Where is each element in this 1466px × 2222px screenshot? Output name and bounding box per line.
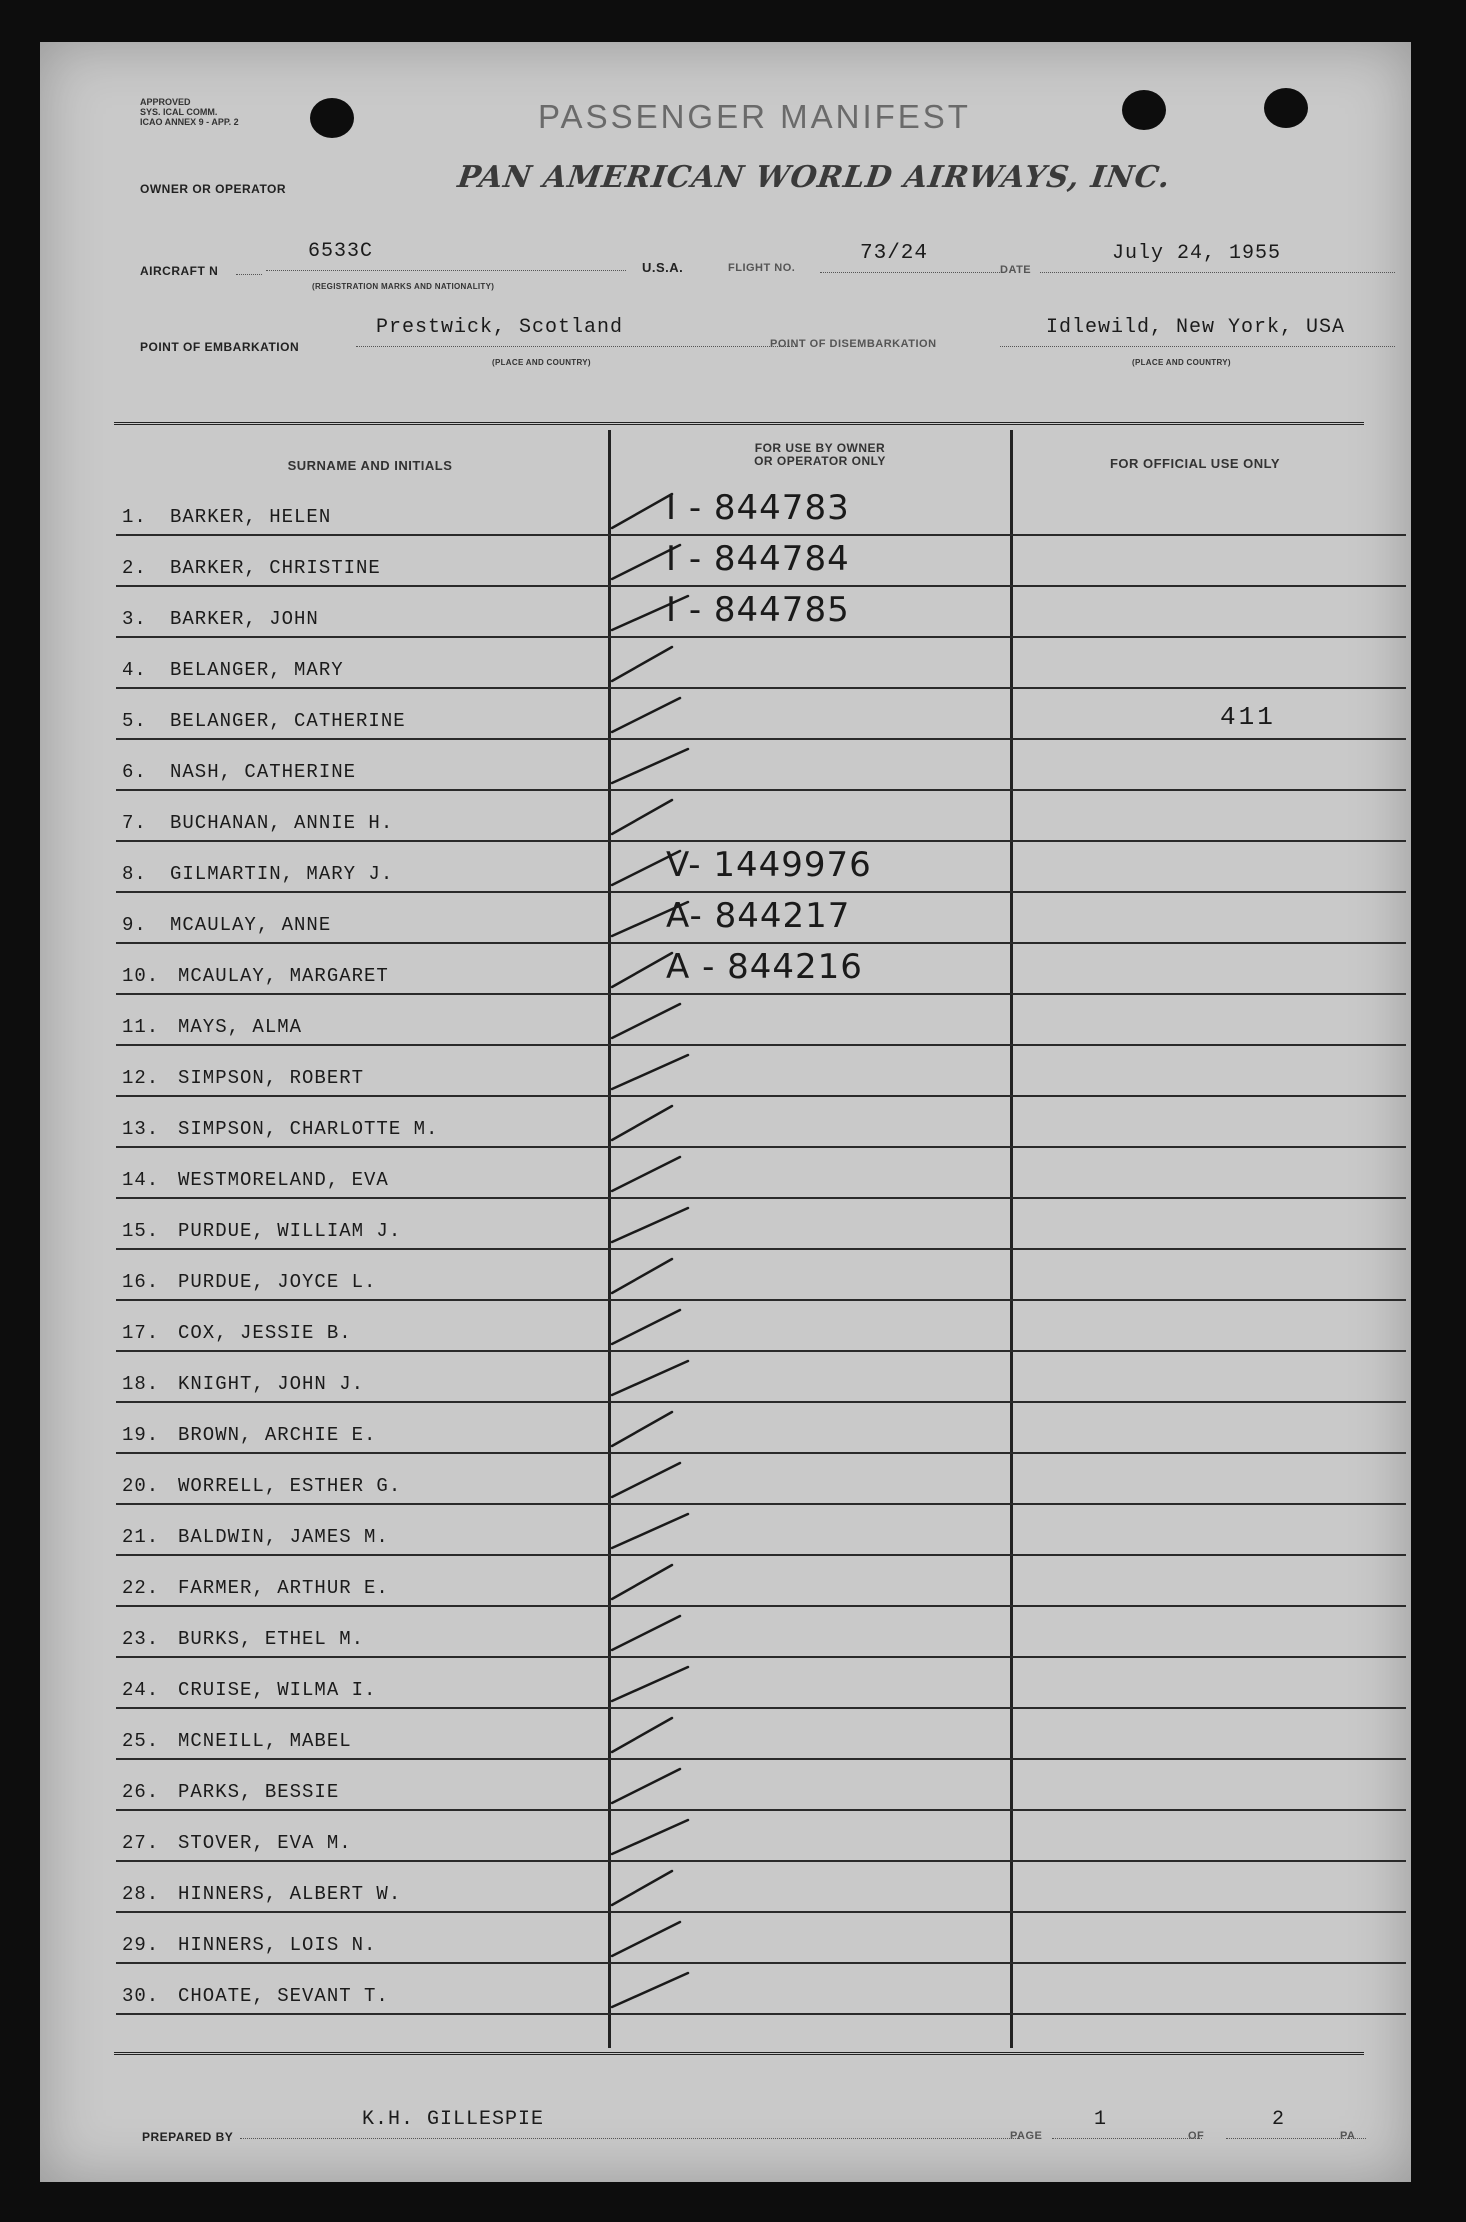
aircraft-value: 6533C bbox=[308, 240, 374, 263]
passenger-name: MAYS, ALMA bbox=[178, 1016, 303, 1038]
row-number: 24. bbox=[122, 1679, 160, 1701]
row-number: 13. bbox=[122, 1118, 160, 1140]
disembark-sublabel: (PLACE AND COUNTRY) bbox=[1132, 358, 1231, 367]
check-mark bbox=[612, 1463, 680, 1497]
check-mark bbox=[612, 1361, 688, 1395]
passenger-name: GILMARTIN, MARY J. bbox=[170, 863, 394, 885]
prepared-label: PREPARED BY bbox=[142, 2130, 234, 2144]
approval-line: SYS. ICAL COMM. bbox=[140, 107, 218, 117]
flight-label: FLIGHT NO. bbox=[728, 262, 796, 274]
of-label: OF bbox=[1188, 2130, 1205, 2142]
passenger-name: KNIGHT, JOHN J. bbox=[178, 1373, 365, 1395]
page-value: 1 bbox=[1094, 2108, 1108, 2131]
check-mark bbox=[612, 902, 688, 936]
row-number: 5. bbox=[122, 710, 147, 732]
ticket-number: V- 1449976 bbox=[666, 845, 872, 885]
passenger-name: WESTMORELAND, EVA bbox=[178, 1169, 389, 1191]
check-mark bbox=[612, 1922, 680, 1956]
row-number: 22. bbox=[122, 1577, 160, 1599]
passenger-name: BUCHANAN, ANNIE H. bbox=[170, 812, 394, 834]
passenger-name: BELANGER, MARY bbox=[170, 659, 344, 681]
of-value: 2 bbox=[1272, 2108, 1286, 2131]
passenger-name: CRUISE, WILMA I. bbox=[178, 1679, 377, 1701]
check-mark bbox=[612, 698, 680, 732]
passenger-name: HINNERS, ALBERT W. bbox=[178, 1883, 402, 1905]
row-number: 6. bbox=[122, 761, 147, 783]
row-number: 28. bbox=[122, 1883, 160, 1905]
row-number: 19. bbox=[122, 1424, 160, 1446]
disembark-value: Idlewild, New York, USA bbox=[1046, 316, 1346, 339]
check-mark bbox=[612, 1616, 680, 1650]
row-number: 1. bbox=[122, 506, 147, 528]
row-number: 8. bbox=[122, 863, 147, 885]
passenger-name: WORRELL, ESTHER G. bbox=[178, 1475, 402, 1497]
passenger-name: PURDUE, JOYCE L. bbox=[178, 1271, 377, 1293]
check-mark bbox=[612, 1565, 672, 1599]
column-header-line: FOR USE BY OWNER bbox=[754, 441, 886, 455]
passenger-name: BARKER, JOHN bbox=[170, 608, 319, 630]
check-mark bbox=[612, 1106, 672, 1140]
passenger-name: MCAULAY, ANNE bbox=[170, 914, 332, 936]
check-mark bbox=[612, 1769, 680, 1803]
check-mark bbox=[612, 1820, 688, 1854]
passenger-name: BALDWIN, JAMES M. bbox=[178, 1526, 389, 1548]
check-mark bbox=[612, 1514, 688, 1548]
passenger-name: MCAULAY, MARGARET bbox=[178, 965, 389, 987]
passenger-name: SIMPSON, ROBERT bbox=[178, 1067, 365, 1089]
owner-label: OWNER OR OPERATOR bbox=[140, 182, 287, 196]
check-mark bbox=[612, 1055, 688, 1089]
row-number: 17. bbox=[122, 1322, 160, 1344]
check-mark bbox=[612, 1973, 688, 2007]
row-number: 20. bbox=[122, 1475, 160, 1497]
check-mark bbox=[612, 1157, 680, 1191]
disembark-label: POINT OF DISEMBARKATION bbox=[770, 338, 937, 350]
check-mark bbox=[612, 545, 680, 579]
row-number: 11. bbox=[122, 1016, 160, 1038]
checkmarks-layer bbox=[40, 42, 1411, 2182]
check-mark bbox=[612, 1004, 680, 1038]
row-number: 3. bbox=[122, 608, 147, 630]
row-number: 21. bbox=[122, 1526, 160, 1548]
row-number: 16. bbox=[122, 1271, 160, 1293]
official-mark: 411 bbox=[1220, 702, 1276, 732]
passenger-name: PURDUE, WILLIAM J. bbox=[178, 1220, 402, 1242]
approval-line: ICAO ANNEX 9 - APP. 2 bbox=[140, 117, 239, 127]
page-label: PAGE bbox=[1010, 2130, 1043, 2142]
date-label: DATE bbox=[1000, 264, 1032, 276]
row-number: 26. bbox=[122, 1781, 160, 1803]
passenger-name: NASH, CATHERINE bbox=[170, 761, 357, 783]
ticket-number: I - 844784 bbox=[666, 539, 850, 579]
row-number: 29. bbox=[122, 1934, 160, 1956]
row-number: 15. bbox=[122, 1220, 160, 1242]
aircraft-label: AIRCRAFT N bbox=[140, 264, 219, 278]
row-number: 23. bbox=[122, 1628, 160, 1650]
passenger-name: BARKER, HELEN bbox=[170, 506, 332, 528]
embark-label: POINT OF EMBARKATION bbox=[140, 340, 300, 354]
row-number: 7. bbox=[122, 812, 147, 834]
usa-label: U.S.A. bbox=[642, 260, 684, 275]
flight-value: 73/24 bbox=[860, 242, 929, 265]
column-header-official: FOR OFFICIAL USE ONLY bbox=[1109, 456, 1281, 471]
check-mark bbox=[612, 1412, 672, 1446]
embark-value: Prestwick, Scotland bbox=[376, 316, 624, 339]
row-number: 10. bbox=[122, 965, 160, 987]
row-number: 18. bbox=[122, 1373, 160, 1395]
passenger-name: PARKS, BESSIE bbox=[178, 1781, 340, 1803]
form-title: PASSENGER MANIFEST bbox=[538, 98, 971, 135]
check-mark bbox=[612, 647, 672, 681]
passenger-name: HINNERS, LOIS N. bbox=[178, 1934, 377, 1956]
check-mark bbox=[612, 494, 672, 528]
passenger-name: COX, JESSIE B. bbox=[178, 1322, 352, 1344]
passenger-name: BARKER, CHRISTINE bbox=[170, 557, 381, 579]
check-mark bbox=[612, 596, 688, 630]
row-number: 12. bbox=[122, 1067, 160, 1089]
column-header-line: OR OPERATOR ONLY bbox=[754, 454, 886, 468]
ticket-number: A - 844216 bbox=[666, 947, 863, 987]
row-number: 9. bbox=[122, 914, 147, 936]
owner-value: PAN AMERICAN WORLD AIRWAYS, INC. bbox=[455, 160, 1173, 195]
passenger-name: CHOATE, SEVANT T. bbox=[178, 1985, 389, 2007]
row-number: 14. bbox=[122, 1169, 160, 1191]
passenger-name: BROWN, ARCHIE E. bbox=[178, 1424, 377, 1446]
pages-label: PA bbox=[1340, 2130, 1356, 2142]
date-value: July 24, 1955 bbox=[1112, 242, 1282, 265]
check-mark bbox=[612, 1310, 680, 1344]
ticket-number: A- 844217 bbox=[666, 896, 851, 936]
prepared-value: K.H. GILLESPIE bbox=[362, 2108, 545, 2131]
manifest-sheet bbox=[40, 42, 1411, 2182]
passenger-name: BELANGER, CATHERINE bbox=[170, 710, 406, 732]
ticket-number: I - 844783 bbox=[666, 488, 850, 528]
passenger-name: STOVER, EVA M. bbox=[178, 1832, 352, 1854]
passenger-name: FARMER, ARTHUR E. bbox=[178, 1577, 389, 1599]
check-mark bbox=[612, 1667, 688, 1701]
column-header-names: SURNAME AND INITIALS bbox=[287, 458, 453, 473]
check-mark bbox=[612, 1259, 672, 1293]
check-mark bbox=[612, 1871, 672, 1905]
aircraft-sublabel: (REGISTRATION MARKS AND NATIONALITY) bbox=[312, 282, 495, 291]
row-number: 4. bbox=[122, 659, 147, 681]
check-mark bbox=[612, 851, 680, 885]
row-number: 30. bbox=[122, 1985, 160, 2007]
approval-line: APPROVED bbox=[140, 97, 191, 107]
check-mark bbox=[612, 953, 672, 987]
ticket-number: I - 844785 bbox=[666, 590, 850, 630]
check-mark bbox=[612, 1718, 672, 1752]
check-mark bbox=[612, 1208, 688, 1242]
check-mark bbox=[612, 800, 672, 834]
passenger-name: MCNEILL, MABEL bbox=[178, 1730, 352, 1752]
passenger-name: SIMPSON, CHARLOTTE M. bbox=[178, 1118, 439, 1140]
passenger-name: BURKS, ETHEL M. bbox=[178, 1628, 365, 1650]
row-number: 27. bbox=[122, 1832, 160, 1854]
row-number: 2. bbox=[122, 557, 147, 579]
embark-sublabel: (PLACE AND COUNTRY) bbox=[492, 358, 591, 367]
check-mark bbox=[612, 749, 688, 783]
row-number: 25. bbox=[122, 1730, 160, 1752]
